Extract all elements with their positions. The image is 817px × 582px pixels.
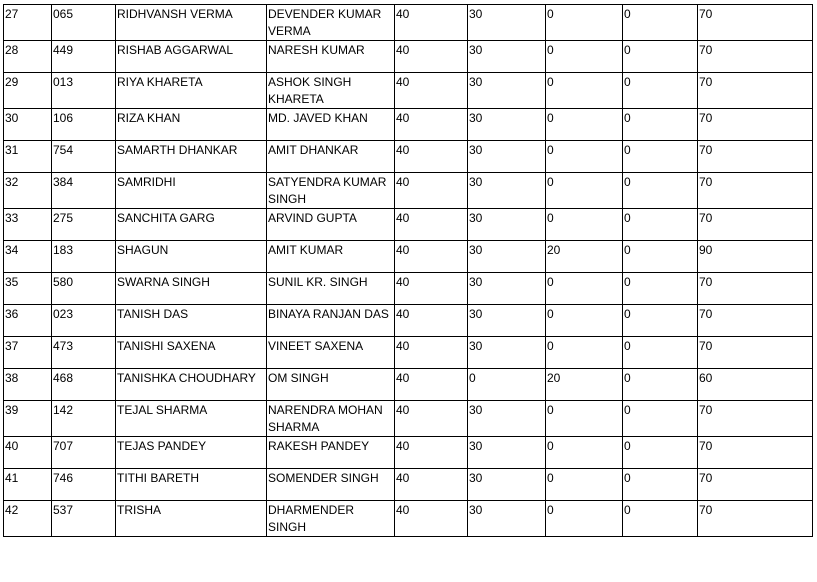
total-cell: 70 — [698, 73, 813, 109]
total-cell: 70 — [698, 401, 813, 437]
table-row — [4, 73, 813, 109]
score-cell-1: 40 — [395, 501, 468, 537]
score-cell-3: 0 — [546, 209, 623, 241]
student-name-cell: TEJAL SHARMA — [116, 401, 267, 437]
score-cell-4: 0 — [623, 109, 698, 141]
score-cell-3: 0 — [546, 501, 623, 537]
total-cell: 70 — [698, 305, 813, 337]
total-cell: 70 — [698, 141, 813, 173]
score-cell-1: 40 — [395, 41, 468, 73]
score-cell-2: 30 — [468, 469, 546, 501]
total-cell: 70 — [698, 469, 813, 501]
total-cell: 70 — [698, 41, 813, 73]
score-cell-1: 40 — [395, 73, 468, 109]
table-row — [4, 337, 813, 369]
father-name-cell: ARVIND GUPTA — [267, 209, 395, 241]
roll-number-cell: 275 — [52, 209, 116, 241]
serial-number-cell: 28 — [4, 41, 52, 73]
table-row — [4, 209, 813, 241]
score-cell-2: 30 — [468, 241, 546, 273]
roll-number-cell: 065 — [52, 5, 116, 41]
score-cell-2: 30 — [468, 73, 546, 109]
table-row — [4, 141, 813, 173]
score-cell-1: 40 — [395, 209, 468, 241]
table-row — [4, 437, 813, 469]
score-cell-2: 30 — [468, 501, 546, 537]
student-name-cell: RIYA KHARETA — [116, 73, 267, 109]
roll-number-cell: 580 — [52, 273, 116, 305]
score-cell-2: 30 — [468, 141, 546, 173]
score-cell-3: 0 — [546, 141, 623, 173]
student-name-cell: SWARNA SINGH — [116, 273, 267, 305]
score-cell-1: 40 — [395, 5, 468, 41]
father-name-cell: DEVENDER KUMAR VERMA — [267, 5, 395, 41]
score-cell-1: 40 — [395, 305, 468, 337]
total-cell: 70 — [698, 173, 813, 209]
roll-number-cell: 142 — [52, 401, 116, 437]
serial-number-cell: 35 — [4, 273, 52, 305]
score-cell-3: 0 — [546, 337, 623, 369]
serial-number-cell: 38 — [4, 369, 52, 401]
score-cell-4: 0 — [623, 141, 698, 173]
score-cell-1: 40 — [395, 369, 468, 401]
table-row — [4, 401, 813, 437]
father-name-cell: RAKESH PANDEY — [267, 437, 395, 469]
serial-number-cell: 42 — [4, 501, 52, 537]
score-cell-4: 0 — [623, 241, 698, 273]
score-cell-1: 40 — [395, 173, 468, 209]
student-name-cell: SHAGUN — [116, 241, 267, 273]
score-cell-3: 0 — [546, 401, 623, 437]
total-cell: 70 — [698, 501, 813, 537]
score-cell-3: 0 — [546, 437, 623, 469]
score-cell-1: 40 — [395, 469, 468, 501]
score-cell-2: 0 — [468, 369, 546, 401]
score-cell-4: 0 — [623, 501, 698, 537]
roll-number-cell: 754 — [52, 141, 116, 173]
serial-number-cell: 41 — [4, 469, 52, 501]
table-row — [4, 41, 813, 73]
score-cell-4: 0 — [623, 337, 698, 369]
father-name-cell: ASHOK SINGH KHARETA — [267, 73, 395, 109]
total-cell: 70 — [698, 5, 813, 41]
score-cell-4: 0 — [623, 5, 698, 41]
student-name-cell: RIDHVANSH VERMA — [116, 5, 267, 41]
table-row — [4, 305, 813, 337]
serial-number-cell: 33 — [4, 209, 52, 241]
score-cell-1: 40 — [395, 273, 468, 305]
score-cell-4: 0 — [623, 73, 698, 109]
score-cell-3: 20 — [546, 241, 623, 273]
table-row — [4, 5, 813, 41]
table-row — [4, 241, 813, 273]
total-cell: 70 — [698, 109, 813, 141]
table-row — [4, 501, 813, 537]
score-cell-1: 40 — [395, 109, 468, 141]
score-cell-2: 30 — [468, 337, 546, 369]
table-row — [4, 369, 813, 401]
father-name-cell: OM SINGH — [267, 369, 395, 401]
student-name-cell: TRISHA — [116, 501, 267, 537]
father-name-cell: MD. JAVED KHAN — [267, 109, 395, 141]
roll-number-cell: 746 — [52, 469, 116, 501]
total-cell: 60 — [698, 369, 813, 401]
student-name-cell: SAMRIDHI — [116, 173, 267, 209]
score-cell-2: 30 — [468, 41, 546, 73]
student-name-cell: TANISH DAS — [116, 305, 267, 337]
score-cell-2: 30 — [468, 109, 546, 141]
father-name-cell: SUNIL KR. SINGH — [267, 273, 395, 305]
score-cell-1: 40 — [395, 437, 468, 469]
score-cell-2: 30 — [468, 209, 546, 241]
score-cell-2: 30 — [468, 273, 546, 305]
father-name-cell: SOMENDER SINGH — [267, 469, 395, 501]
score-cell-3: 0 — [546, 41, 623, 73]
score-cell-4: 0 — [623, 273, 698, 305]
student-name-cell: TANISHI SAXENA — [116, 337, 267, 369]
score-cell-3: 0 — [546, 305, 623, 337]
roll-number-cell: 384 — [52, 173, 116, 209]
serial-number-cell: 30 — [4, 109, 52, 141]
score-cell-4: 0 — [623, 209, 698, 241]
father-name-cell: NARESH KUMAR — [267, 41, 395, 73]
total-cell: 70 — [698, 437, 813, 469]
score-cell-2: 30 — [468, 5, 546, 41]
father-name-cell: NARENDRA MOHAN SHARMA — [267, 401, 395, 437]
roll-number-cell: 468 — [52, 369, 116, 401]
table-row — [4, 469, 813, 501]
total-cell: 70 — [698, 273, 813, 305]
score-cell-3: 0 — [546, 273, 623, 305]
serial-number-cell: 32 — [4, 173, 52, 209]
score-cell-2: 30 — [468, 401, 546, 437]
score-cell-2: 30 — [468, 437, 546, 469]
serial-number-cell: 40 — [4, 437, 52, 469]
score-cell-4: 0 — [623, 173, 698, 209]
roll-number-cell: 537 — [52, 501, 116, 537]
score-cell-1: 40 — [395, 141, 468, 173]
score-cell-4: 0 — [623, 305, 698, 337]
score-cell-4: 0 — [623, 469, 698, 501]
table-row — [4, 173, 813, 209]
serial-number-cell: 29 — [4, 73, 52, 109]
father-name-cell: SATYENDRA KUMAR SINGH — [267, 173, 395, 209]
roll-number-cell: 707 — [52, 437, 116, 469]
roll-number-cell: 106 — [52, 109, 116, 141]
roll-number-cell: 183 — [52, 241, 116, 273]
father-name-cell: AMIT DHANKAR — [267, 141, 395, 173]
father-name-cell: AMIT KUMAR — [267, 241, 395, 273]
roll-number-cell: 473 — [52, 337, 116, 369]
score-cell-2: 30 — [468, 305, 546, 337]
roll-number-cell: 013 — [52, 73, 116, 109]
table-row — [4, 273, 813, 305]
score-cell-3: 0 — [546, 109, 623, 141]
student-name-cell: SANCHITA GARG — [116, 209, 267, 241]
roll-number-cell: 449 — [52, 41, 116, 73]
student-name-cell: TANISHKA CHOUDHARY — [116, 369, 267, 401]
marks-table — [3, 4, 813, 537]
student-name-cell: TITHI BARETH — [116, 469, 267, 501]
score-cell-3: 0 — [546, 469, 623, 501]
serial-number-cell: 36 — [4, 305, 52, 337]
serial-number-cell: 31 — [4, 141, 52, 173]
father-name-cell: BINAYA RANJAN DAS — [267, 305, 395, 337]
father-name-cell: DHARMENDER SINGH — [267, 501, 395, 537]
marks-table-body — [4, 5, 813, 537]
table-row — [4, 109, 813, 141]
student-name-cell: TEJAS PANDEY — [116, 437, 267, 469]
total-cell: 90 — [698, 241, 813, 273]
score-cell-1: 40 — [395, 401, 468, 437]
serial-number-cell: 39 — [4, 401, 52, 437]
score-cell-3: 0 — [546, 73, 623, 109]
student-name-cell: RISHAB AGGARWAL — [116, 41, 267, 73]
total-cell: 70 — [698, 209, 813, 241]
student-name-cell: RIZA KHAN — [116, 109, 267, 141]
score-cell-3: 0 — [546, 173, 623, 209]
score-cell-4: 0 — [623, 369, 698, 401]
score-cell-4: 0 — [623, 41, 698, 73]
score-cell-1: 40 — [395, 337, 468, 369]
roll-number-cell: 023 — [52, 305, 116, 337]
serial-number-cell: 27 — [4, 5, 52, 41]
serial-number-cell: 37 — [4, 337, 52, 369]
score-cell-3: 0 — [546, 5, 623, 41]
score-cell-2: 30 — [468, 173, 546, 209]
score-cell-4: 0 — [623, 401, 698, 437]
student-name-cell: SAMARTH DHANKAR — [116, 141, 267, 173]
serial-number-cell: 34 — [4, 241, 52, 273]
score-cell-1: 40 — [395, 241, 468, 273]
total-cell: 70 — [698, 337, 813, 369]
score-cell-3: 20 — [546, 369, 623, 401]
father-name-cell: VINEET SAXENA — [267, 337, 395, 369]
score-cell-4: 0 — [623, 437, 698, 469]
